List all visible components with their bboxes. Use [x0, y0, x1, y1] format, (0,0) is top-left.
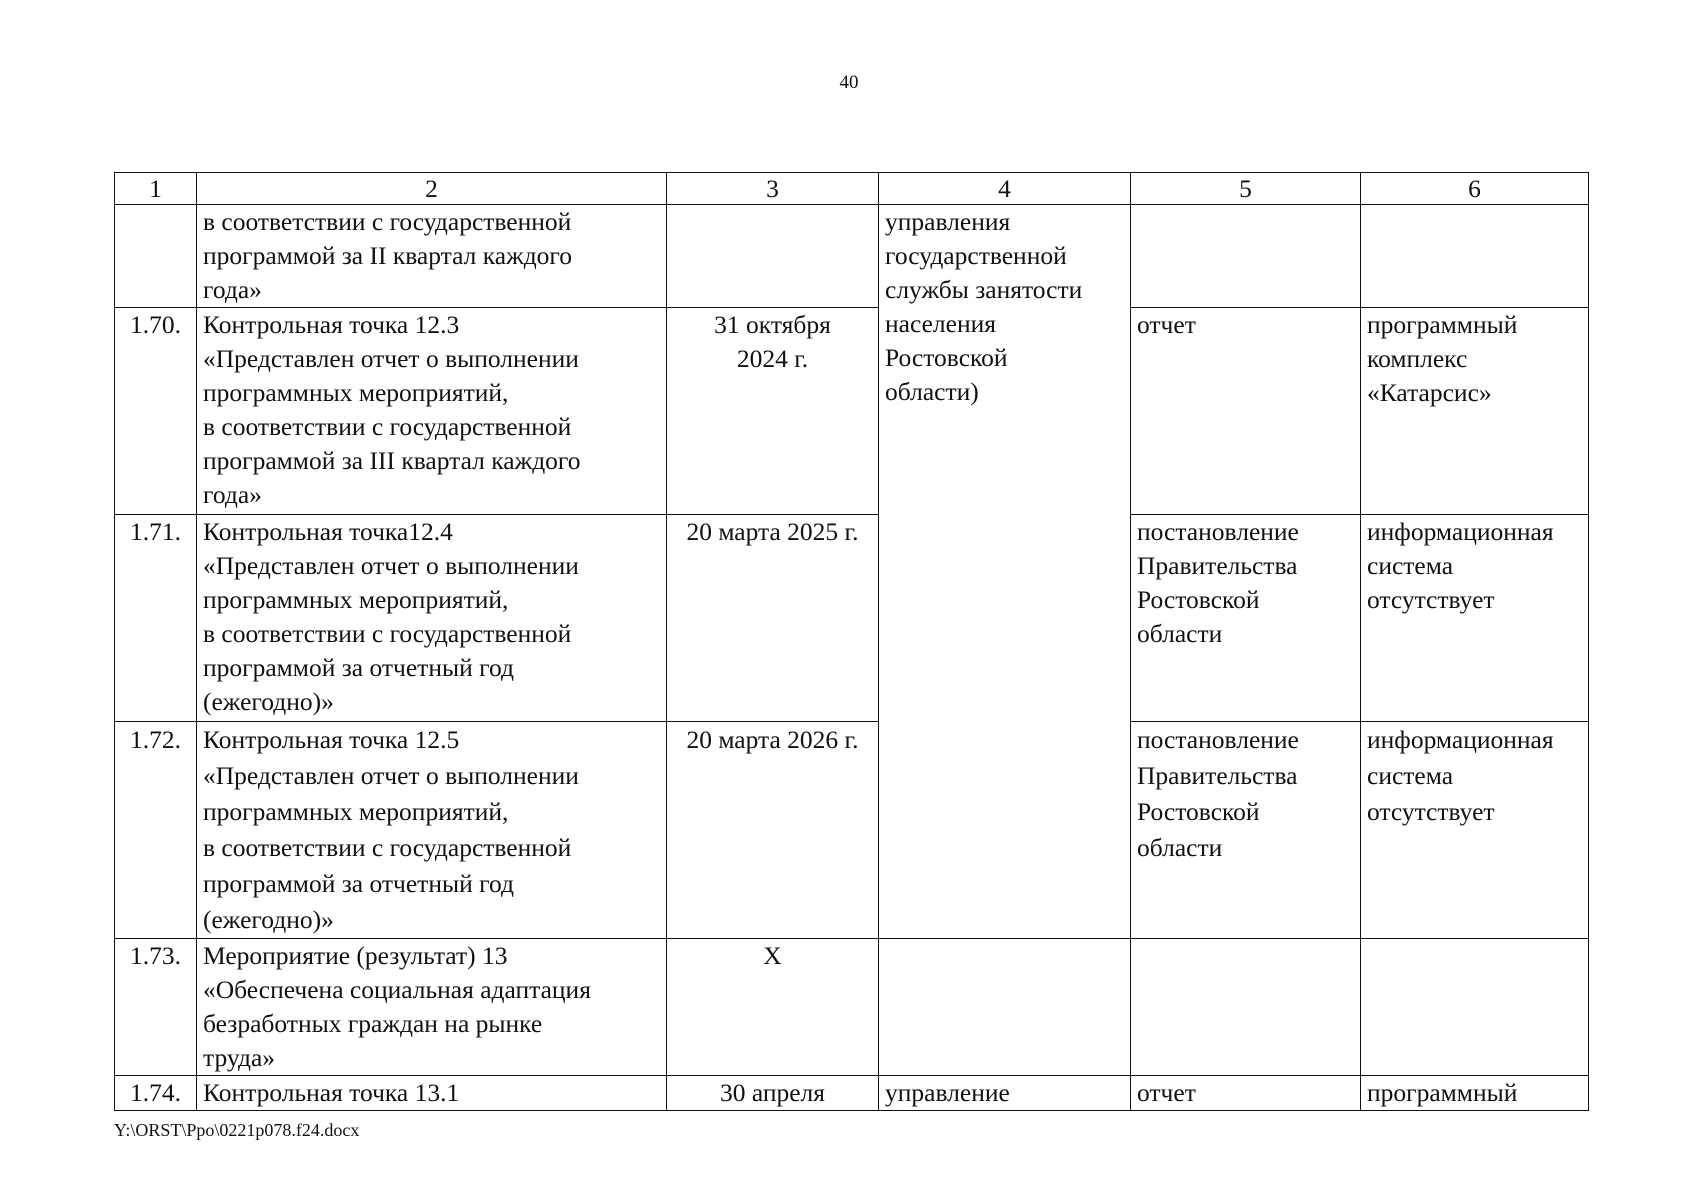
text-line: программных мероприятий, — [203, 797, 509, 826]
text-line: постановление — [1137, 725, 1299, 754]
text-line: в соответствии с государственной — [203, 619, 572, 648]
cell-doc-type — [1131, 939, 1361, 1076]
cell-num: 1.70. — [115, 308, 197, 515]
text-line: программой за III квартал каждого — [203, 446, 581, 475]
text-line: года» — [203, 480, 262, 509]
text-line: отчет — [1137, 310, 1196, 339]
text-line: 20 марта 2026 г. — [686, 725, 859, 754]
text-line: 20 марта 2025 г. — [686, 517, 859, 546]
text-line: населения — [885, 309, 996, 338]
cell-lines — [885, 205, 1124, 409]
text-line: Контрольная точка12.4 — [203, 517, 453, 546]
text-line: управление — [885, 1078, 1010, 1107]
text-line: Правительства — [1137, 551, 1298, 580]
text-line: Мероприятие (результат) 13 — [203, 941, 508, 970]
text-line: отсутствует — [1367, 797, 1495, 826]
text-line: постановление — [1137, 517, 1299, 546]
column-header: 6 — [1361, 173, 1589, 205]
text-line: Ростовской — [885, 343, 1008, 372]
column-header: 2 — [197, 173, 667, 205]
text-line: в соответствии с государственной — [203, 207, 572, 236]
cell-lines — [203, 205, 660, 307]
cell-lines — [885, 1076, 1124, 1110]
cell-doc-type — [1131, 722, 1361, 939]
cell-date — [667, 205, 879, 308]
column-header: 3 — [667, 173, 879, 205]
column-header: 5 — [1131, 173, 1361, 205]
text-line: (ежегодно)» — [203, 687, 334, 716]
cell-info-system — [1361, 205, 1589, 308]
cell-date — [667, 722, 879, 939]
schedule-table — [114, 172, 1589, 1111]
cell-doc-type — [1131, 515, 1361, 722]
text-line: система — [1367, 761, 1454, 790]
cell-lines — [203, 515, 660, 719]
table-row — [115, 515, 1589, 722]
text-line: (ежегодно)» — [203, 905, 334, 934]
text-line: «Представлен отчет о выполнении — [203, 551, 579, 580]
table-row — [115, 939, 1589, 1076]
text-line: «Представлен отчет о выполнении — [203, 344, 579, 373]
text-line: программой за отчетный год — [203, 869, 514, 898]
table-header-row — [115, 173, 1589, 205]
text-line: программный — [1367, 310, 1518, 339]
cell-responsible — [879, 939, 1131, 1076]
text-line: система — [1367, 551, 1454, 580]
text-line: 30 апреля — [719, 1078, 826, 1107]
column-header: 1 — [115, 173, 197, 205]
text-line: комплекс — [1367, 344, 1468, 373]
cell-lines — [673, 515, 872, 549]
text-line: Правительства — [1137, 761, 1298, 790]
file-path-footer: Y:\ORST\Ppo\0221p078.f24.docx — [114, 1120, 360, 1140]
text-line: отчет — [1137, 1078, 1196, 1107]
cell-num: 1.72. — [115, 722, 197, 939]
cell-info-system — [1361, 939, 1589, 1076]
cell-lines — [203, 308, 660, 512]
table-row — [115, 722, 1589, 939]
text-line: X — [763, 941, 782, 970]
cell-num — [115, 205, 197, 308]
cell-lines — [1137, 308, 1354, 342]
cell-lines — [673, 1076, 872, 1110]
text-line: программой за II квартал каждого — [203, 241, 573, 270]
cell-responsible-merged — [879, 205, 1131, 939]
cell-info-system — [1361, 515, 1589, 722]
cell-num: 1.71. — [115, 515, 197, 722]
cell-lines — [1367, 1076, 1582, 1110]
cell-lines — [1367, 308, 1582, 410]
cell-lines — [1137, 1076, 1354, 1110]
text-line: Контрольная точка 12.5 — [203, 725, 460, 754]
cell-lines — [1137, 515, 1354, 651]
cell-lines — [203, 722, 660, 938]
cell-info-system — [1361, 308, 1589, 515]
cell-lines — [203, 939, 660, 1075]
text-line: 31 октября — [714, 310, 831, 339]
cell-num: 1.73. — [115, 939, 197, 1076]
cell-description — [197, 308, 667, 515]
text-line: управления — [885, 207, 1011, 236]
text-line: государственной — [885, 241, 1067, 270]
text-line: года» — [203, 275, 262, 304]
cell-description — [197, 722, 667, 939]
cell-doc-type — [1131, 205, 1361, 308]
cell-date — [667, 515, 879, 722]
text-line: программных мероприятий, — [203, 378, 509, 407]
text-line: труда» — [203, 1043, 276, 1072]
cell-date — [667, 308, 879, 515]
text-line: программный — [1367, 1078, 1518, 1107]
text-line: отсутствует — [1367, 585, 1495, 614]
text-line: безработных граждан на рынке — [203, 1009, 543, 1038]
text-line: области) — [885, 377, 979, 406]
table-row — [115, 308, 1589, 515]
table-row — [115, 1076, 1589, 1111]
cell-info-system — [1361, 1076, 1589, 1111]
text-line: Контрольная точка 13.1 — [203, 1078, 460, 1107]
text-line: Ростовской — [1137, 797, 1260, 826]
cell-doc-type — [1131, 1076, 1361, 1111]
cell-date — [667, 1076, 879, 1111]
cell-lines — [1367, 722, 1582, 830]
cell-info-system — [1361, 722, 1589, 939]
cell-lines — [203, 1076, 660, 1110]
cell-lines — [1137, 722, 1354, 866]
text-line: в соответствии с государственной — [203, 833, 572, 862]
text-line: «Представлен отчет о выполнении — [203, 761, 579, 790]
text-line: 2024 г. — [736, 344, 809, 373]
cell-date — [667, 939, 879, 1076]
cell-lines — [673, 939, 872, 973]
cell-description — [197, 939, 667, 1076]
text-line: Ростовской — [1137, 585, 1260, 614]
cell-description — [197, 205, 667, 308]
text-line: службы занятости — [885, 275, 1083, 304]
cell-num: 1.74. — [115, 1076, 197, 1111]
text-line: информационная — [1367, 725, 1554, 754]
text-line: «Катарсис» — [1367, 378, 1492, 407]
text-line: Контрольная точка 12.3 — [203, 310, 460, 339]
text-line: «Обеспечена социальная адаптация — [203, 975, 591, 1004]
text-line: программных мероприятий, — [203, 585, 509, 614]
column-header: 4 — [879, 173, 1131, 205]
text-line: информационная — [1367, 517, 1554, 546]
cell-lines — [673, 722, 872, 758]
cell-description — [197, 1076, 667, 1111]
page-number: 40 — [839, 72, 859, 93]
cell-lines — [1367, 515, 1582, 617]
cell-responsible — [879, 1076, 1131, 1111]
cell-doc-type — [1131, 308, 1361, 515]
text-line: в соответствии с государственной — [203, 412, 572, 441]
cell-description — [197, 515, 667, 722]
table-row-continued — [115, 205, 1589, 308]
text-line: программой за отчетный год — [203, 653, 514, 682]
cell-lines — [673, 308, 872, 376]
text-line: области — [1137, 619, 1223, 648]
text-line: области — [1137, 833, 1223, 862]
